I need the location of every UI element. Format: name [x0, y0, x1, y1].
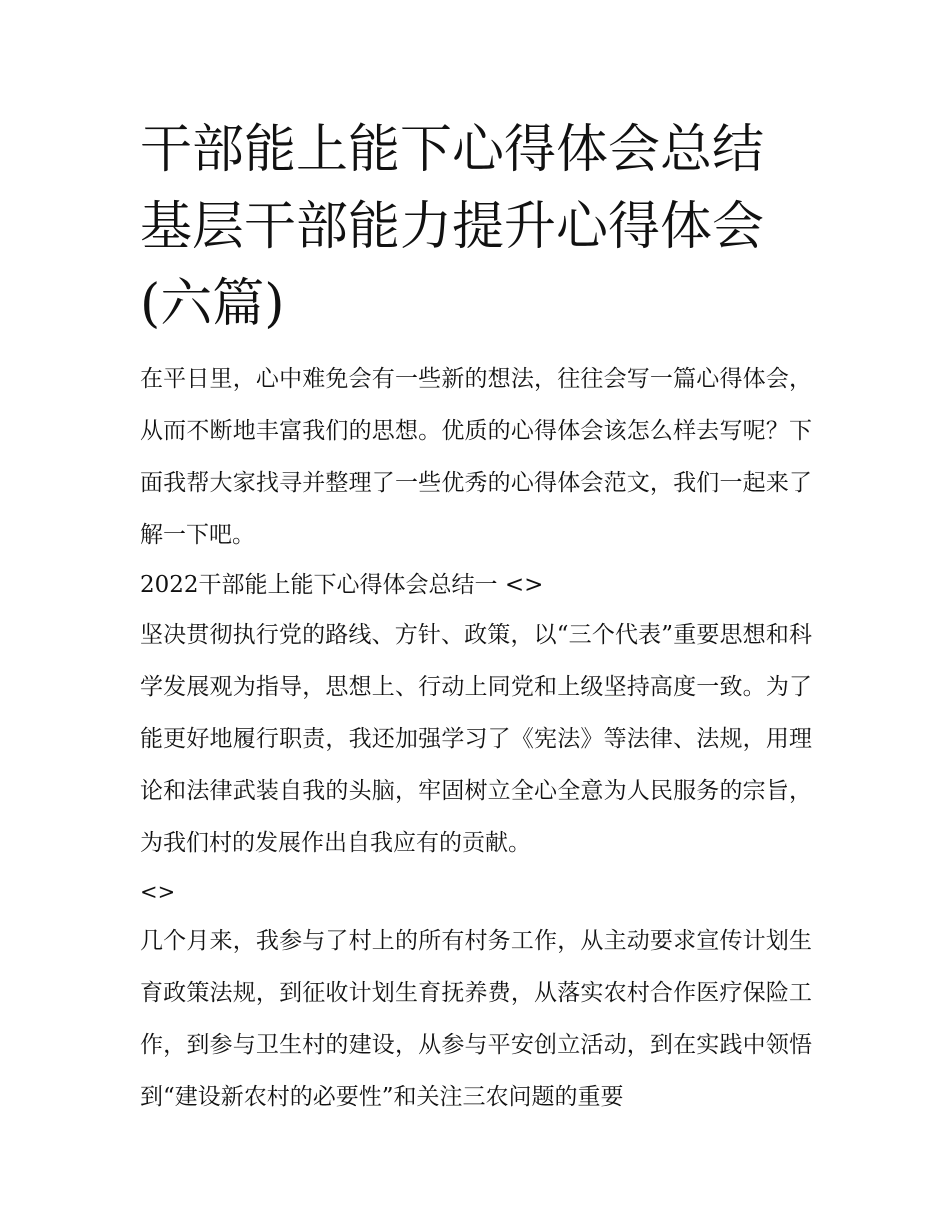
document-title: 干部能上能下心得体会总结 基层干部能力提升心得体会(六篇) — [140, 120, 765, 334]
body-paragraph-1: 坚决贯彻执行党的路线、方针、政策，以“三个代表”重要思想和科学发展观为指导，思想上、行动上同党和上级坚持高度一致。为了能更好地履行职责，我还加强学习了《宪法》等法律、法规，用理论和法律武装自我的头脑，牢固树立全心全意为人民服务的宗旨，为我们村的发展作出自我应有的贡献。 — [140, 622, 812, 856]
section-marker: <> — [140, 880, 176, 904]
section-heading: 2022干部能上能下心得体会总结一 <> — [140, 572, 544, 598]
document-body — [140, 353, 812, 1123]
body-paragraph-2: 几个月来，我参与了村上的所有村务工作，从主动要求宣传计划生育政策法规，到征收计划生育抚养费，从落实农村合作医疗保险工作，到参与卫生村的建设，从参与平安创立活动，到在实践中领悟到“建设新农村的必要性”和关注三农问题的重要 — [140, 928, 812, 1110]
intro-paragraph: 在平日里，心中难免会有一些新的想法，往往会写一篇心得体会，从而不断地丰富我们的思想。优质的心得体会该怎么样去写呢？下面我帮大家找寻并整理了一些优秀的心得体会范文，我们一起来了解一下吧。 — [140, 366, 812, 548]
document-page — [140, 112, 812, 1123]
